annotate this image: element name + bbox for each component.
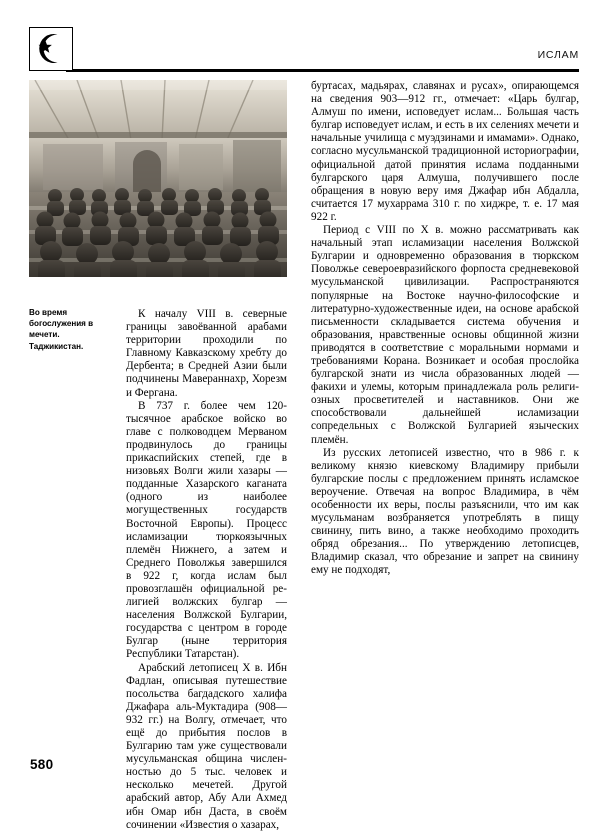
paragraph: Период с VIII по X в. можно рассматривать как начальный этап исламизации населения Волжской Булгарии и одновременно образования в тюркском Поволжье североевразийского форпоста средневековой мусульманской цивилизации. Распространяются популярные на Востоке научно-философские и литературно-художественные идеи, на основе арабской письменности складывается система обучения и образования, нравственные основы общинной жизни приводятся в соответствие с моральными нормами и требованиями Корана. Возникает и особая прослойка булгарской знати из числа образованных людей — факихи и улемы, которым принадлежала роль религиозных просветителей и наставников. Они же способствовали дальнейшей исламизации сопредельных с Волжской Булгарией языческих племён. — [311, 224, 579, 446]
header-divider-rule — [66, 69, 579, 72]
paragraph: Из русских летописей известно, что в 986 г. к великому князю киевскому Владимиру прибыли булгарские послы с предложением принять исламское вероучение. Отвечая на вопрос Владимира, в чём особенности их веры, послы разъяснили, что им как мусульманам возбраняется употреблять в пищу свинину, пить вино, а также необходимо проходить обряд обрезания... По утверждению летописцев, Владимир сказал, что обрезание и запрет на свинину ему не подходят, — [311, 446, 579, 577]
page-number: 580 — [30, 757, 54, 772]
figure-caption: Во время богослужения в мечети. Таджикистан. — [29, 308, 94, 351]
paragraph: В 737 г. более чем 120-тысячное арабское войско во главе с полководцем Мерваном продвинулось до границы прикаспийских степей, где в низовьях Волги жили хазары — подданные Хазарского каганата (одного из наиболее могущественных государств Восточной Европы). Процесс исламизации тюркоязычных племён Нижнего, а затем и Среднего Поволжья завершился в 922 г, когда ислам был провозглашён официальной религией волжских булгар — населения Волжской Булгарии, государства с центром в городе Булгар (ныне территория Республики Татарстан). — [126, 399, 287, 661]
star-and-crescent-icon — [29, 27, 73, 71]
section-title: ИСЛАМ — [537, 49, 579, 61]
left-text-column — [126, 308, 287, 832]
photo-image — [29, 80, 287, 277]
mosque-prayer-photo — [29, 80, 287, 277]
right-text-column — [311, 80, 579, 578]
paragraph: буртасах, мадьярах, славянах и русах», опирающемся на сведения 903—912 гг., отмечает: «Царь булгар, Алмуш по имени, исповедует ислам... Большая часть булгар исповедует ислам, и есть в их селениях мечети и начальные училища с муэдзинами и имамами». Однако, согласно мусульманской традиционной историографии, официальной датой принятия ислама подданными булгарского царя Алмуша, получившего после обращения в новую веру имя Джафар ибн Абдалла, считается 17 мухаррама 310 г. по хиджре, т. е. 17 мая 922 г. — [311, 80, 579, 223]
page-header — [0, 0, 600, 72]
paragraph: Арабский летописец Х в. Ибн Фадлан, описывая путешествие посольства багдадского халифа Джафара аль-Муктадира (908—932 гг.) на Волгу, отмечает, что ещё до прибытия послов в Булгарию там уже существовали мусульманская община численностью до 5 тыс. человек и несколько мечетей. Другой арабский автор, Абу Али Ахмед ибн Омар ибн Даста, в своём сочинении «Известия о хазарах, — [126, 661, 287, 831]
paragraph: К началу VIII в. северные границы завоёванной арабами территории проходили по Главному Кавказскому хребту до Дербента; в Средней Азии были подчинены Мавераннахр, Хорезм и Фергана. — [126, 308, 287, 399]
